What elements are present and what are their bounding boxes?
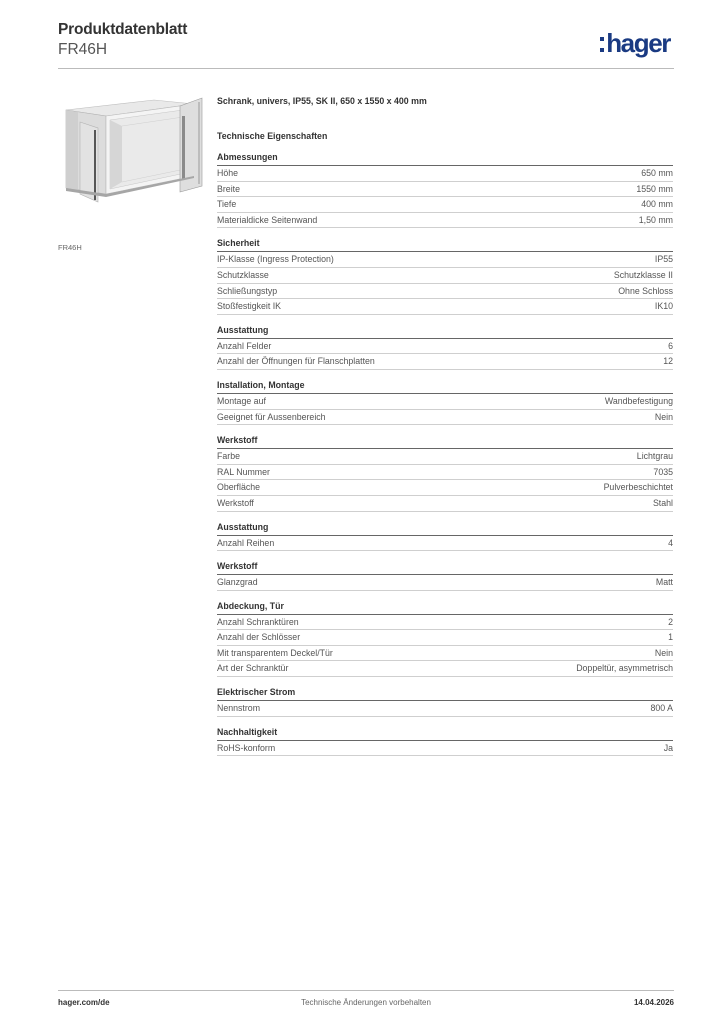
spec-label: RAL Nummer (217, 466, 270, 477)
spec-label: Montage auf (217, 395, 266, 406)
spec-section (217, 522, 673, 552)
spec-row (217, 182, 673, 198)
spec-label: Materialdicke Seitenwand (217, 214, 318, 225)
spec-section (217, 238, 673, 314)
cabinet-image (58, 92, 206, 235)
spec-label: Schließungstyp (217, 285, 278, 296)
spec-label: Oberfläche (217, 482, 261, 493)
footer-disclaimer: Technische Änderungen vorbehalten (301, 998, 431, 1007)
document-title: Produktdatenblatt (58, 21, 188, 38)
spec-label: Mit transparentem Deckel/Tür (217, 647, 333, 658)
spec-section (217, 435, 673, 511)
spec-label: Stoßfestigkeit IK (217, 301, 282, 312)
spec-value: 12 (663, 356, 673, 367)
spec-row (217, 166, 673, 182)
spec-value: Nein (654, 647, 673, 658)
spec-section (217, 152, 673, 228)
spec-value: Lichtgrau (636, 451, 673, 462)
spec-label: IP-Klasse (Ingress Protection) (217, 254, 334, 265)
spec-row (217, 496, 673, 512)
logo-colon-icon (600, 37, 604, 52)
spec-label: Glanzgrad (217, 577, 258, 588)
spec-content (217, 96, 673, 766)
section-title: Werkstoff (217, 435, 673, 449)
spec-value: IK10 (654, 301, 673, 312)
spec-label: Nennstrom (217, 703, 261, 714)
spec-row (217, 339, 673, 355)
spec-value: Nein (654, 411, 673, 422)
spec-value: Wandbefestigung (604, 395, 673, 406)
spec-label: Schutzklasse (217, 269, 269, 280)
spec-row (217, 701, 673, 717)
spec-sections (217, 152, 673, 756)
spec-label: Anzahl Felder (217, 340, 272, 351)
spec-row (217, 449, 673, 465)
section-title: Installation, Montage (217, 380, 673, 394)
spec-row (217, 741, 673, 757)
spec-value: Ja (663, 742, 673, 753)
spec-row (217, 197, 673, 213)
spec-section (217, 380, 673, 425)
spec-row (217, 615, 673, 631)
spec-row (217, 630, 673, 646)
spec-section (217, 687, 673, 717)
footer-website[interactable]: hager.com/de (58, 998, 110, 1007)
spec-row (217, 299, 673, 315)
tech-properties-title: Technische Eigenschaften (217, 131, 328, 141)
spec-value: 6 (668, 340, 673, 351)
spec-value: 650 mm (641, 168, 673, 178)
spec-section (217, 601, 673, 677)
spec-value: IP55 (654, 254, 673, 265)
spec-value: 4 (668, 537, 673, 548)
spec-row (217, 646, 673, 662)
spec-value: 400 mm (641, 199, 673, 210)
spec-value: 1550 mm (636, 183, 673, 194)
section-title: Ausstattung (217, 325, 673, 339)
section-title: Werkstoff (217, 561, 673, 575)
spec-row (217, 575, 673, 591)
spec-section (217, 325, 673, 370)
spec-label: Geeignet für Aussenbereich (217, 411, 326, 422)
header-divider (58, 68, 674, 69)
spec-row (217, 354, 673, 370)
footer-date: 14.04.2026 (633, 998, 674, 1007)
spec-row (217, 480, 673, 496)
spec-label: Werkstoff (217, 497, 254, 508)
spec-value: 1 (668, 632, 673, 643)
product-name: Schrank, univers, IP55, SK II, 650 x 1550 x 400 mm (217, 96, 427, 106)
image-caption: FR46H (58, 243, 82, 252)
section-title: Ausstattung (217, 522, 673, 536)
spec-section (217, 727, 673, 757)
spec-value: Ohne Schloss (618, 285, 673, 296)
spec-value: 800 A (650, 703, 673, 714)
spec-value: 1,50 mm (638, 214, 673, 225)
spec-row (217, 284, 673, 300)
footer-divider (58, 990, 674, 991)
spec-value: Matt (655, 577, 673, 588)
spec-value: 2 (668, 616, 673, 627)
spec-section (217, 561, 673, 591)
hager-logo (600, 28, 670, 58)
spec-value: Schutzklasse II (613, 269, 673, 280)
spec-row (217, 394, 673, 410)
spec-row (217, 410, 673, 426)
spec-row (217, 536, 673, 552)
spec-row (217, 268, 673, 284)
section-title: Sicherheit (217, 238, 673, 252)
spec-label: Farbe (217, 451, 240, 462)
page-header (58, 20, 674, 70)
logo-text: hager (606, 28, 670, 58)
spec-label: Art der Schranktür (217, 663, 289, 674)
spec-row (217, 213, 673, 229)
spec-label: Anzahl der Schlösser (217, 632, 301, 643)
spec-row (217, 252, 673, 268)
spec-value: Doppeltür, asymmetrisch (576, 663, 673, 674)
spec-label: Breite (217, 183, 240, 194)
page-footer (58, 998, 674, 1010)
spec-label: Anzahl Schranktüren (217, 616, 299, 627)
spec-value: Pulverbeschichtet (603, 482, 673, 493)
section-title: Elektrischer Strom (217, 687, 673, 701)
spec-label: Tiefe (217, 199, 237, 210)
spec-row (217, 465, 673, 481)
section-title: Nachhaltigkeit (217, 727, 673, 741)
spec-label: Höhe (217, 168, 239, 178)
section-title: Abmessungen (217, 152, 673, 166)
spec-label: Anzahl Reihen (217, 537, 275, 548)
spec-label: Anzahl der Öffnungen für Flanschplatten (217, 356, 375, 367)
spec-row (217, 661, 673, 677)
spec-value: 7035 (653, 466, 673, 477)
spec-value: Stahl (652, 497, 673, 508)
section-title: Abdeckung, Tür (217, 601, 673, 615)
spec-label: RoHS-konform (217, 742, 276, 753)
product-code: FR46H (58, 41, 108, 58)
